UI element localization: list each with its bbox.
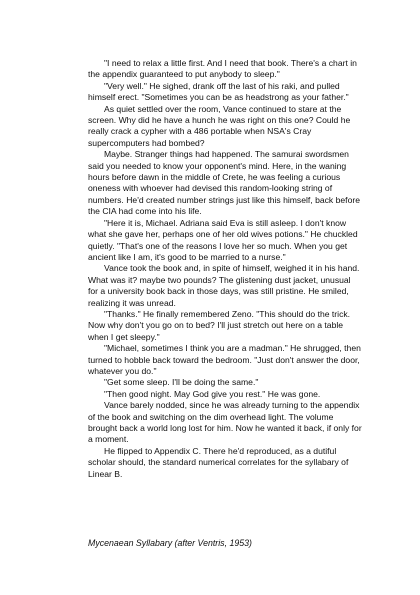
paragraph: Vance took the book and, in spite of himself, weighed it in his hand. What was it? maybe two pounds? The glistening dust jacket, unusual for a university book back in those days, was still pristine. He smiled, realizing it was unread. [88, 263, 360, 308]
paragraph: "Very well." He sighed, drank off the last of his raki, and pulled himself erect. "Sometimes you can be as headstrong as your father." [88, 80, 349, 103]
body-text [88, 58, 362, 480]
paragraph: "Thanks." He finally remembered Zeno. "This should do the trick. Now why don't you go on to bed? I'll just stretch out here on a table when I get sleepy." [88, 308, 351, 342]
paragraph: Vance barely nodded, since he was already turning to the appendix of the book and switching on the dim overhead light. The volume brought back a world long lost for him. Now he wanted it back, if only for a moment. [88, 400, 362, 445]
figure-caption: Mycenaean Syllabary (after Ventris, 1953) [88, 538, 252, 548]
paragraph: "I need to relax a little first. And I need that book. There's a chart in the appendix guaranteed to put anybody to sleep." [88, 58, 357, 80]
paragraph: As quiet settled over the room, Vance continued to stare at the screen. Why did he have a hunch he was right on this one? Could he really crack a cypher with a 486 portable when NSA's Cray supercomputers had bombed? [88, 103, 351, 148]
paragraph: "Here it is, Michael. Adriana said Eva is still asleep. I don't know what she gave her, perhaps one of her old wives potions." He chuckled quietly. "That's one of the reasons I love her so much. When you get ancient like I am, it's good to be married to a nurse." [88, 217, 358, 262]
paragraph: "Get some sleep. I'll be doing the same." [104, 377, 259, 388]
paragraph: "Michael, sometimes I think you are a madman." He shrugged, then turned to hobble back toward the bedroom. "Just don't answer the door, whatever you do." [88, 343, 361, 376]
paragraph: Maybe. Stranger things had happened. The samurai swordsmen said you needed to know your opponent's mind. Here, in the waning hours before dawn in the middle of Crete, he was feeling a curious oneness with whoever had devised this random-looking string of numbers. He'd created number strings just like this himself, back before the CIA had come into his life. [88, 149, 360, 217]
paragraph: He flipped to Appendix C. There he'd reproduced, as a dutiful scholar should, the standard numerical correlates for the syllabary of Linear B. [88, 445, 349, 479]
paragraph: "Then good night. May God give you rest." He was gone. [104, 388, 321, 399]
